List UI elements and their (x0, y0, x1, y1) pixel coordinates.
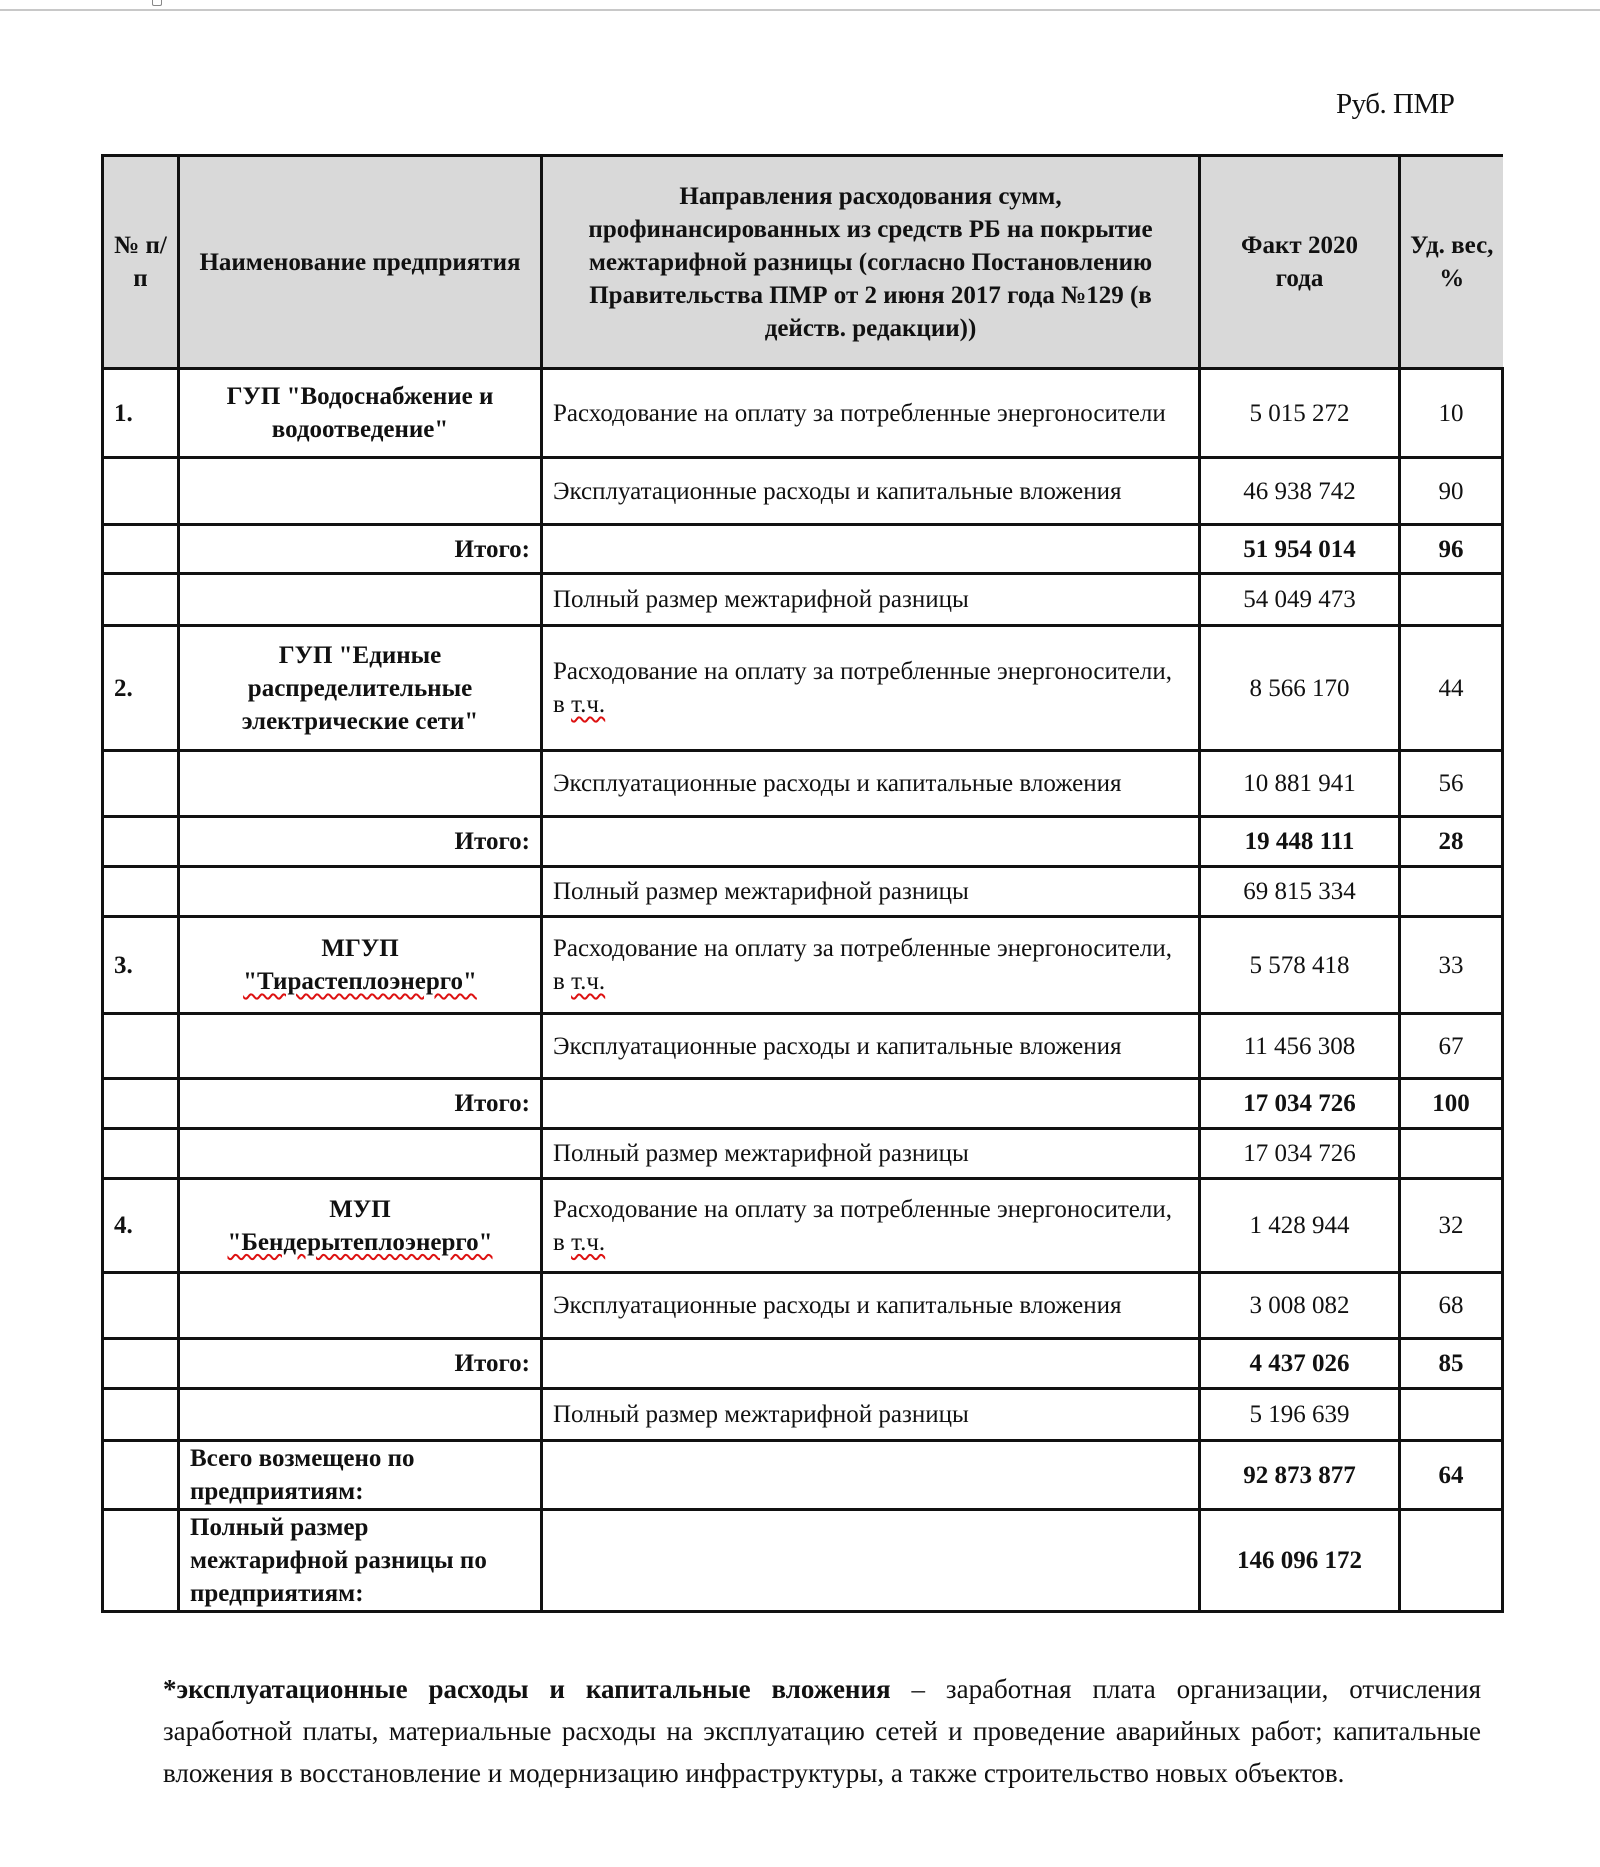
enterprise-name-prefix: МУП (329, 1195, 391, 1223)
table-header-row (103, 156, 1503, 369)
full-difference-label: Полный размер межтарифной разницы (542, 867, 1200, 917)
enterprise-name (179, 917, 542, 1014)
share-cell: 67 (1400, 1014, 1503, 1079)
subtotal-fact: 19 448 111 (1200, 817, 1400, 867)
fact-cell: 3 008 082 (1200, 1273, 1400, 1339)
page-marker-icon (152, 0, 162, 6)
grand-total-share: 64 (1400, 1441, 1503, 1510)
enterprise-name-prefix: ГУП (278, 641, 339, 669)
grand-total-row (103, 1441, 1503, 1510)
empty-cell (542, 1441, 1200, 1510)
direction-cell: Эксплуатационные расходы и капитальные вложения (542, 1273, 1200, 1339)
subtotal-label: Итого: (179, 525, 542, 574)
share-cell: 68 (1400, 1273, 1503, 1339)
footnote-definition: – заработная плата организации, отчисления заработной платы, материальные расходы на эксплуатацию сетей и проведение аварийных работ; капитальные вложения в восстановление и модернизацию инфраструктуры, а также строительство новых объектов. (163, 1674, 1481, 1788)
empty-cell (542, 817, 1200, 867)
full-difference-label: Полный размер межтарифной разницы (542, 1129, 1200, 1179)
enterprise-index: 4. (103, 1179, 179, 1273)
direction-text: Расходование на оплату за потребленные энергоносители, в (553, 935, 1172, 995)
fact-cell: 46 938 742 (1200, 458, 1400, 525)
enterprise-name (179, 1179, 542, 1273)
direction-abbr: т.ч. (571, 1228, 606, 1256)
header-direction: Направления расходования сумм, профинансированных из средств РБ на покрытие межтарифной разницы (согласно Постановлению Правительства ПМР от 2 июня 2017 года №129 (в действ. редакции)) (542, 156, 1200, 369)
empty-cell (103, 1014, 179, 1079)
empty-cell (103, 1510, 179, 1612)
empty-cell (179, 458, 542, 525)
full-difference-label: Полный размер межтарифной разницы (542, 574, 1200, 626)
full-difference-label: Полный размер межтарифной разницы (542, 1389, 1200, 1441)
subtotal-label: Итого: (179, 1339, 542, 1389)
share-cell: 56 (1400, 751, 1503, 817)
subtotal-fact: 51 954 014 (1200, 525, 1400, 574)
empty-cell (103, 1273, 179, 1339)
footnote (163, 1668, 1481, 1794)
direction-cell: Эксплуатационные расходы и капитальные вложения (542, 458, 1200, 525)
direction-cell: Эксплуатационные расходы и капитальные вложения (542, 1014, 1200, 1079)
fact-cell: 1 428 944 (1200, 1179, 1400, 1273)
empty-cell (179, 1273, 542, 1339)
fact-cell: 10 881 941 (1200, 751, 1400, 817)
empty-cell (542, 1510, 1200, 1612)
enterprise-name-main: "Единые распределительные электрические сети" (241, 641, 479, 735)
direction-abbr: т.ч. (571, 691, 606, 718)
direction-abbr: т.ч. (571, 968, 606, 995)
subtotal-share: 96 (1400, 525, 1503, 574)
share-cell: 10 (1400, 369, 1503, 458)
enterprise-index: 1. (103, 369, 179, 458)
header-name: Наименование предприятия (179, 156, 542, 369)
share-cell: 32 (1400, 1179, 1503, 1273)
subtotal-share: 85 (1400, 1339, 1503, 1389)
table-row (103, 1014, 1503, 1079)
grand-total-fact: 92 873 877 (1200, 1441, 1400, 1510)
empty-cell (103, 1129, 179, 1179)
empty-cell (103, 1389, 179, 1441)
currency-unit-label: Руб. ПМР (1336, 88, 1455, 120)
empty-cell (1400, 1129, 1503, 1179)
subtotal-label: Итого: (179, 1079, 542, 1129)
empty-cell (179, 751, 542, 817)
fact-cell: 8 566 170 (1200, 626, 1400, 751)
empty-cell (103, 458, 179, 525)
full-difference-row (103, 574, 1503, 626)
subtotal-fact: 17 034 726 (1200, 1079, 1400, 1129)
subtotal-share: 28 (1400, 817, 1503, 867)
direction-text: Расходование на оплату за потребленные энергоносители, в (553, 658, 1172, 718)
subtotal-row (103, 817, 1503, 867)
table-row (103, 751, 1503, 817)
grand-full-difference-row (103, 1510, 1503, 1612)
direction-cell: Расходование на оплату за потребленные энергоносители (542, 369, 1200, 458)
direction-cell (542, 1179, 1200, 1273)
subtotal-row (103, 1339, 1503, 1389)
table-row (103, 1273, 1503, 1339)
empty-cell (179, 1014, 542, 1079)
table-row (103, 1179, 1503, 1273)
empty-cell (103, 751, 179, 817)
header-fact: Факт 2020 года (1200, 156, 1400, 369)
empty-cell (103, 1339, 179, 1389)
header-share: Уд. вес, % (1400, 156, 1503, 369)
full-difference-row (103, 867, 1503, 917)
empty-cell (1400, 1389, 1503, 1441)
direction-text: Расходование на оплату за потребленные энергоносители, в (553, 1195, 1172, 1256)
enterprise-name (179, 626, 542, 751)
empty-cell (542, 1079, 1200, 1129)
subtotal-row (103, 1079, 1503, 1129)
empty-cell (179, 1129, 542, 1179)
grand-full-difference-fact: 146 096 172 (1200, 1510, 1400, 1612)
grand-total-label: Всего возмещено по предприятиям: (179, 1441, 542, 1510)
empty-cell (179, 1389, 542, 1441)
fact-cell: 5 578 418 (1200, 917, 1400, 1014)
direction-cell (542, 626, 1200, 751)
fact-cell: 11 456 308 (1200, 1014, 1400, 1079)
enterprise-name-prefix: МГУП (321, 935, 399, 962)
enterprise-name-main: "Бендерытеплоэнерго" (227, 1228, 493, 1256)
direction-cell: Эксплуатационные расходы и капитальные вложения (542, 751, 1200, 817)
enterprise-name-prefix: ГУП (226, 383, 287, 410)
full-difference-row (103, 1129, 1503, 1179)
subtotal-fact: 4 437 026 (1200, 1339, 1400, 1389)
subtotal-row (103, 525, 1503, 574)
enterprise-index: 2. (103, 626, 179, 751)
table-row (103, 917, 1503, 1014)
enterprise-index: 3. (103, 917, 179, 1014)
footnote-term: *эксплуатационные расходы и капитальные вложения (163, 1674, 891, 1704)
empty-cell (103, 574, 179, 626)
share-cell: 33 (1400, 917, 1503, 1014)
enterprise-name-main: "Водоснабжение и водоотведение" (271, 383, 494, 443)
subtotal-share: 100 (1400, 1079, 1503, 1129)
empty-cell (542, 525, 1200, 574)
table-row (103, 626, 1503, 751)
empty-cell (103, 525, 179, 574)
empty-cell (103, 1079, 179, 1129)
enterprise-name-main: "Тирастеплоэнерго" (243, 968, 477, 995)
full-difference-fact: 69 815 334 (1200, 867, 1400, 917)
full-difference-row (103, 1389, 1503, 1441)
empty-cell (1400, 1510, 1503, 1612)
full-difference-fact: 5 196 639 (1200, 1389, 1400, 1441)
empty-cell (103, 817, 179, 867)
fact-cell: 5 015 272 (1200, 369, 1400, 458)
enterprise-name (179, 369, 542, 458)
empty-cell (179, 867, 542, 917)
table-row (103, 369, 1503, 458)
grand-full-difference-label: Полный размер межтарифной разницы по предприятиям: (179, 1510, 542, 1612)
document-top-bar (0, 0, 1600, 11)
share-cell: 90 (1400, 458, 1503, 525)
empty-cell (179, 574, 542, 626)
empty-cell (1400, 867, 1503, 917)
empty-cell (103, 867, 179, 917)
table-row (103, 458, 1503, 525)
share-cell: 44 (1400, 626, 1503, 751)
subtotal-label: Итого: (179, 817, 542, 867)
empty-cell (1400, 574, 1503, 626)
empty-cell (542, 1339, 1200, 1389)
full-difference-fact: 54 049 473 (1200, 574, 1400, 626)
full-difference-fact: 17 034 726 (1200, 1129, 1400, 1179)
subsidy-report-table (101, 154, 1504, 1613)
direction-cell (542, 917, 1200, 1014)
empty-cell (103, 1441, 179, 1510)
header-num: № п/п (103, 156, 179, 369)
